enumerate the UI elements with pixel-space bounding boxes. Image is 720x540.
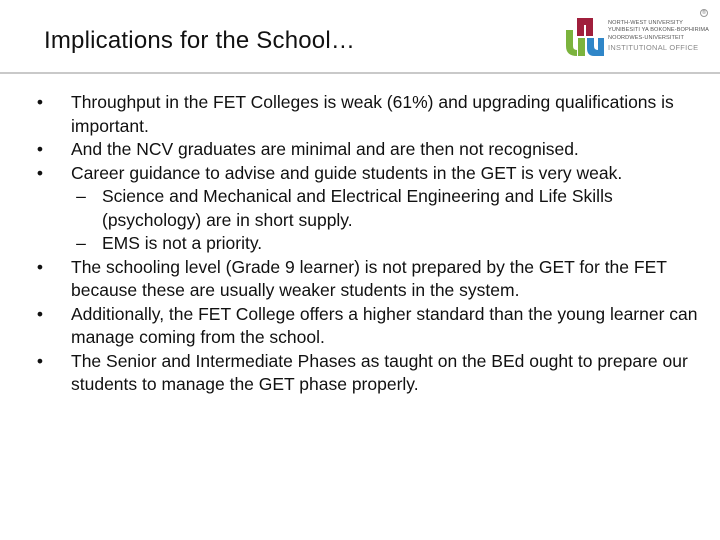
bullet-marker: • <box>36 162 44 183</box>
bullet-marker: • <box>36 350 44 371</box>
sub-bullet-item <box>30 232 700 256</box>
sub-bullet-marker: – <box>76 186 86 206</box>
university-logo <box>560 8 720 70</box>
bullet-item <box>30 91 700 138</box>
bullet-marker: • <box>36 139 44 159</box>
bullet-item <box>30 162 700 186</box>
logo-line-setswana: YUNIBESITI YA BOKONE-BOPHIRIMA <box>608 27 710 34</box>
bullet-text: Throughput in the FET Colleges is weak (61%) and upgrading qualifications is important. <box>71 92 674 136</box>
bullet-list <box>30 91 700 397</box>
bullet-item <box>30 303 700 350</box>
sub-bullet-text: Science and Mechanical and Electrical Engineering and Life Skills (psychology) are in short supply. <box>102 186 613 230</box>
slide-title: Implications for the School… <box>44 27 356 54</box>
logo-wordmark <box>608 20 709 51</box>
bullet-text: Career guidance to advise and guide students in the GET is very weak. <box>71 162 623 183</box>
bullet-text: And the NCV graduates are minimal and are then not recognised. <box>71 139 579 159</box>
registered-mark-icon: ® <box>700 9 708 17</box>
logo-line-afrikaans: NOORDWES-UNIVERSITEIT <box>608 34 685 41</box>
sub-bullet-item <box>30 185 700 232</box>
bullet-item <box>30 350 700 397</box>
logo-office: INSTITUTIONAL OFFICE <box>608 43 699 53</box>
bullet-text: The Senior and Intermediate Phases as taught on the BEd ought to prepare our students to manage the GET phase properly. <box>71 350 688 394</box>
bullet-item <box>30 138 700 162</box>
nwu-emblem-icon <box>564 16 606 60</box>
bullet-marker: • <box>36 256 44 277</box>
bullet-item <box>30 256 700 303</box>
sub-bullet-text: EMS is not a priority. <box>102 233 263 253</box>
title-divider <box>0 72 720 74</box>
bullet-marker: • <box>36 303 44 324</box>
bullet-text: The schooling level (Grade 9 learner) is not prepared by the GET for the FET because these are usually weaker students in the system. <box>71 256 667 300</box>
bullet-marker: • <box>36 92 44 112</box>
sub-bullet-marker: – <box>76 233 86 253</box>
logo-line-english: NORTH-WEST UNIVERSITY <box>608 20 683 26</box>
bullet-text: Additionally, the FET College offers a higher standard than the young learner can manage coming from the school. <box>71 303 698 347</box>
